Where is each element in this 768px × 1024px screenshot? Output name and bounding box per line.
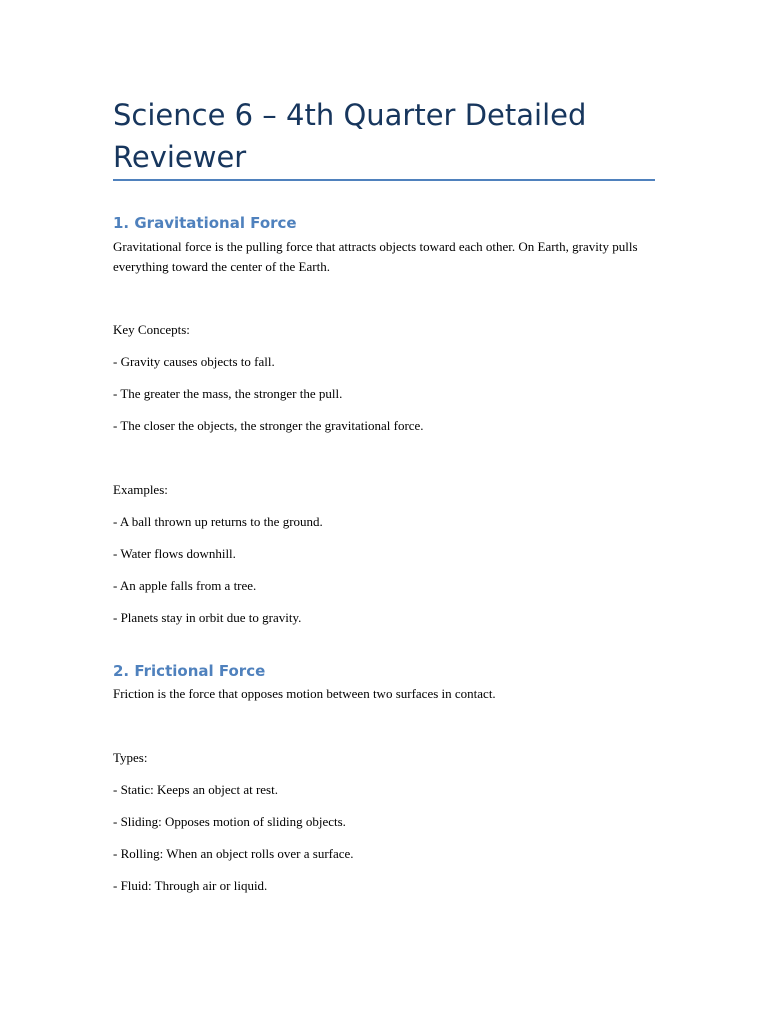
section-intro-frictional-force: Friction is the force that opposes motion between two surfaces in contact. xyxy=(113,686,496,701)
example-item: - An apple falls from a tree. xyxy=(113,578,257,593)
type-item: - Static: Keeps an object at rest. xyxy=(113,782,278,797)
section-heading-frictional-force: 2. Frictional Force xyxy=(113,662,266,680)
example-item: - A ball thrown up returns to the ground. xyxy=(113,514,323,529)
section-intro-gravitational-force: Gravitational force is the pulling force that attracts objects toward each other. On Earth, gravity pulls everything toward the center of the Earth. xyxy=(113,239,638,274)
key-concept-item: - The greater the mass, the stronger the pull. xyxy=(113,386,343,401)
key-concept-item: - The closer the objects, the stronger the gravitational force. xyxy=(113,418,424,433)
section-heading-gravitational-force: 1. Gravitational Force xyxy=(113,214,297,232)
example-item: - Planets stay in orbit due to gravity. xyxy=(113,610,302,625)
key-concepts-label: Key Concepts: xyxy=(113,322,190,337)
title-underline xyxy=(113,179,655,181)
type-item: - Rolling: When an object rolls over a surface. xyxy=(113,846,354,861)
types-label: Types: xyxy=(113,750,148,765)
document-title: Science 6 – 4th Quarter Detailed Reviewer xyxy=(113,98,587,174)
examples-label: Examples: xyxy=(113,482,168,497)
type-item: - Fluid: Through air or liquid. xyxy=(113,878,268,893)
example-item: - Water flows downhill. xyxy=(113,546,236,561)
type-item: - Sliding: Opposes motion of sliding objects. xyxy=(113,814,346,829)
key-concept-item: - Gravity causes objects to fall. xyxy=(113,354,275,369)
